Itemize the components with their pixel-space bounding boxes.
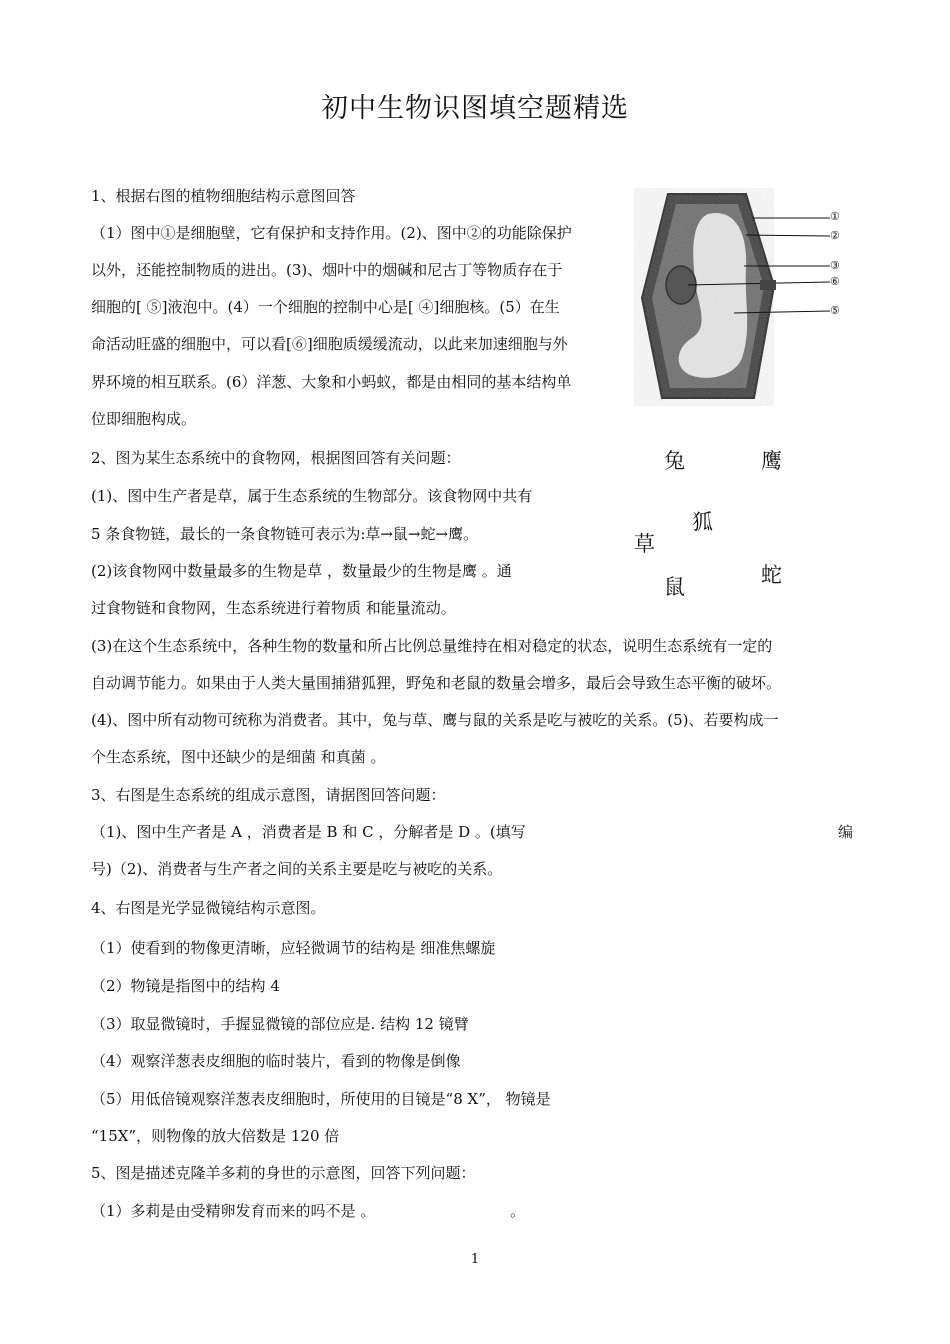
paragraph-line: 号)（2)、消费者与生产者之间的关系主要是吃与被吃的关系。 [91,860,503,878]
paragraph-line: （2）物镜是指图中的结构 4 [91,977,280,995]
paragraph-line: 界环境的相互联系。(6）洋葱、大象和小蚂蚁，都是由相同的基本结构单 [91,373,572,391]
paragraph-line: 编 [838,823,854,841]
paragraph-line: （1）图中①是细胞壁，它有保护和支持作用。(2)、图中②的功能除保护 [91,224,572,242]
food-web-mouse: 鼠 [664,575,685,599]
paragraph-line: 自动调节能力。如果由于人类大量围捕猎狐狸，野兔和老鼠的数量会增多，最后会导致生态平衡的破坏。 [91,674,782,692]
paragraph-line: （4）观察洋葱表皮细胞的临时装片，看到的物像是倒像 [91,1052,461,1070]
paragraph-line: 3、右图是生态系统的组成示意图，请据图回答问题： [91,786,446,804]
cell-label: ⑥ [830,275,840,288]
paragraph-line: （1）使看到的物像更清晰，应轻微调节的结构是 细准焦螺旋 [91,939,496,957]
paragraph-line: (3)在这个生态系统中，各种生物的数量和所占比例总量维持在相对稳定的状态，说明生态系统有一定的 [91,637,773,655]
paragraph-line: (1)、图中生产者是草，属于生态系统的生物部分。该食物网中共有 [91,487,533,505]
paragraph-line: (2)该食物网中数量最多的生物是草 ，数量最少的生物是鹰 。通 [91,562,512,580]
paragraph-line: （1)、图中生产者是 A ，消费者是 B 和 C ，分解者是 D 。(填写 [91,823,526,841]
paragraph-line: 5 条食物链，最长的一条食物链可表示为:草→鼠→蛇→鹰。 [91,525,479,543]
cell-label: ③ [830,259,840,272]
paragraph-line: (4)、图中所有动物可统称为消费者。其中，兔与草、鹰与鼠的关系是吃与被吃的关系。(5)、若要构成一 [91,711,779,729]
paragraph-line: 1、根据右图的植物细胞结构示意图回答 [91,187,356,205]
paragraph-line: 以外，还能控制物质的进出。(3)、烟叶中的烟碱和尼古丁等物质存在于 [91,261,563,279]
paragraph-line: （1）多莉是由受精卵发育而来的吗不是 。 [91,1202,376,1220]
paragraph-line: （3）取显微镜时，手握显微镜的部位应是. 结构 12 镜臂 [91,1015,469,1033]
paragraph-line: 过食物链和食物网，生态系统进行着物质 和能量流动。 [91,599,456,617]
food-web-fox: 狐 [692,510,713,534]
paragraph-line: 。 [510,1202,526,1220]
paragraph-line: 2、图为某生态系统中的食物网，根据图回答有关问题： [91,449,461,467]
paragraph-line: 5、图是描述克隆羊多莉的身世的示意图，回答下列问题： [91,1164,476,1182]
cell-label: ① [830,210,840,223]
paragraph-line: 细胞的[ ⑤]液泡中。(4）一个细胞的控制中心是[ ④]细胞核。(5）在生 [91,298,560,316]
food-web-rabbit: 兔 [664,449,685,473]
cell-label: ⑤ [830,304,840,317]
food-web-grass: 草 [634,532,655,556]
food-web-eagle: 鹰 [761,449,782,473]
paragraph-line: “15X”，则物像的放大倍数是 120 倍 [91,1127,340,1145]
food-web-snake: 蛇 [761,563,782,587]
plant-cell-diagram [634,188,856,406]
paragraph-line: 4、右图是光学显微镜结构示意图。 [91,899,326,917]
paragraph-line: 个生态系统，图中还缺少的是细菌 和真菌 。 [91,748,386,766]
paragraph-line: 位即细胞构成。 [91,410,197,428]
page-number: 1 [470,1252,480,1267]
paragraph-line: （5）用低倍镜观察洋葱表皮细胞时，所使用的目镜是“8 X”， 物镜是 [91,1090,551,1108]
paragraph-line: 命活动旺盛的细胞中，可以看[⑥]细胞质缓缓流动，以此来加速细胞与外 [91,335,568,353]
page-title: 初中生物识图填空题精选 [321,93,629,124]
cell-label: ② [830,229,840,242]
